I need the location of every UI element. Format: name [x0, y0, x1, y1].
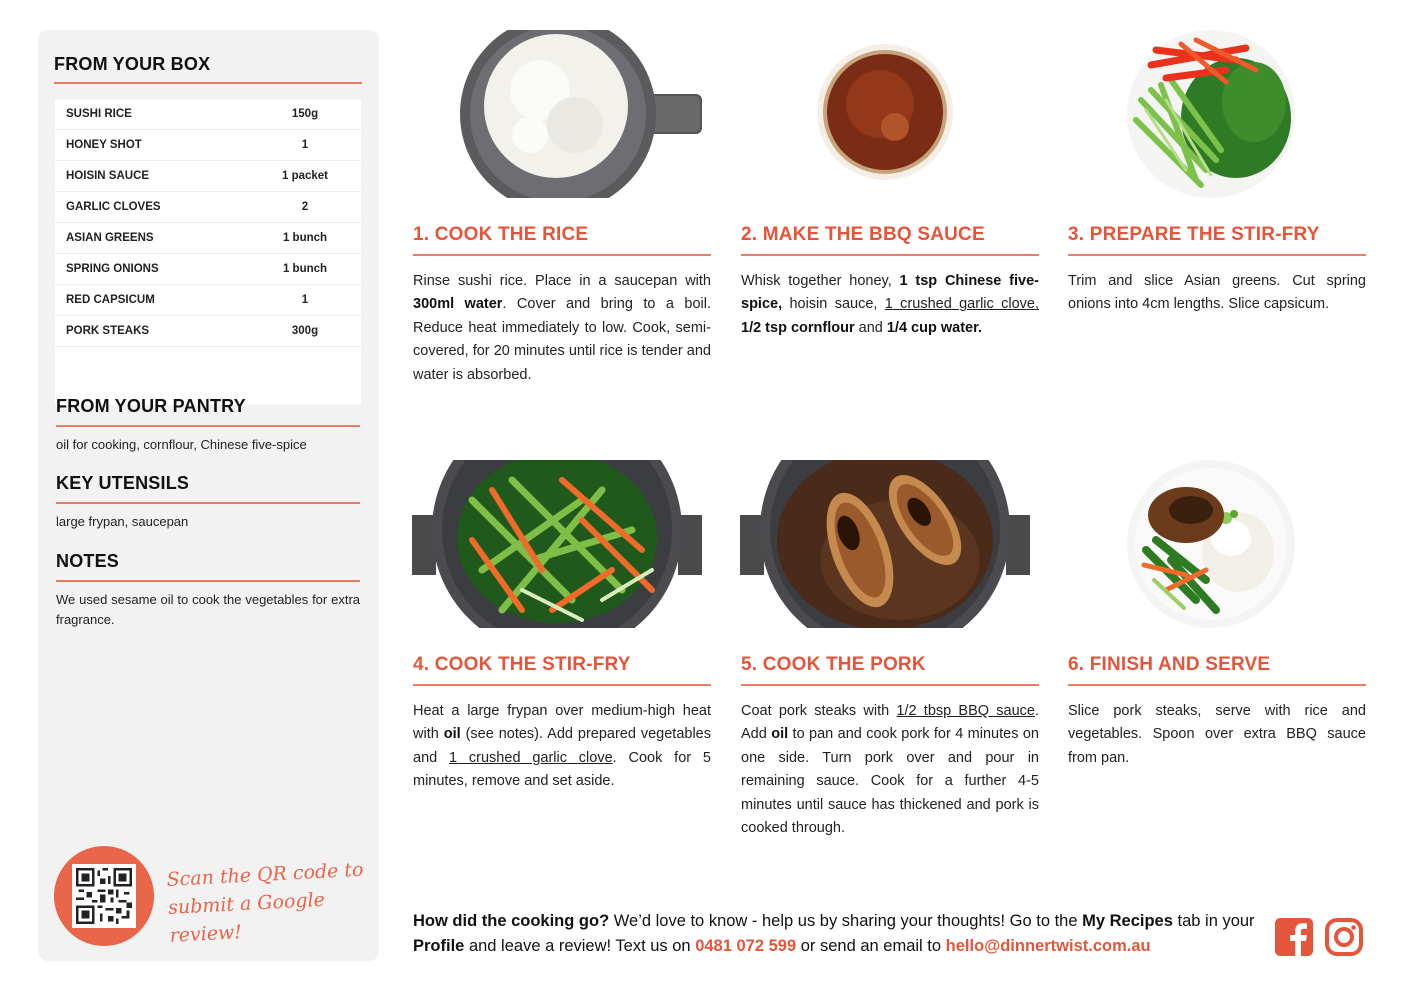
divider [413, 684, 711, 686]
step-6-text: Slice pork steaks, serve with rice and vegetables. Spoon over extra BBQ sauce from pan. [1068, 703, 1366, 766]
divider [741, 254, 1039, 256]
divider [56, 425, 360, 427]
divider [1068, 684, 1366, 686]
rice-saucepan-photo [460, 30, 702, 198]
step-3-text: Trim and slice Asian greens. Cut spring onions into 4cm lengths. Slice capsicum. [1068, 273, 1366, 313]
divider [56, 580, 360, 582]
utensils-section [56, 473, 360, 532]
ingredient-qty: 1 [301, 294, 309, 306]
text-underline: 1 crushed garlic clove, [884, 296, 1039, 313]
divider [56, 502, 360, 504]
text: (see notes). Add prepared vegetables and [413, 726, 711, 766]
ingredient-qty: 300g [291, 325, 319, 337]
qr-code-badge[interactable] [54, 846, 154, 946]
qr-code[interactable] [72, 864, 136, 928]
text: . Cook for 5 minutes, remove and set aside. [413, 749, 711, 790]
text: tab in your [1172, 912, 1255, 930]
step-2-text [741, 270, 1039, 340]
ingredient-qty: 150g [291, 108, 319, 120]
scan-line-2: submit a Google review! [167, 888, 326, 947]
pantry-section [56, 396, 360, 455]
pantry-title: FROM YOUR PANTRY [56, 396, 246, 416]
ingredients-table [55, 99, 361, 405]
divider [1068, 254, 1366, 256]
email-link[interactable]: hello@dinnertwist.com.au [945, 937, 1151, 955]
served-plate-photo [1126, 460, 1296, 628]
ingredient-qty: 2 [301, 201, 309, 213]
ingredient-qty: 1 bunch [282, 263, 328, 275]
ingredient-name: ASIAN GREENS [66, 232, 154, 244]
text: We’d love to know - help us by sharing your thoughts! Go to the [609, 912, 1083, 930]
ingredient-qty: 1 [301, 139, 309, 151]
text-bold: 300ml water [413, 296, 503, 313]
text-bold: 1/2 tsp cornflour [741, 319, 855, 336]
step-3 [1068, 224, 1366, 317]
profile-label: Profile [413, 937, 465, 955]
ingredient-row [55, 316, 361, 347]
ingredient-row [55, 223, 361, 254]
ingredient-name: RED CAPSICUM [66, 294, 155, 306]
sidebar [38, 30, 379, 961]
ingredient-row [55, 99, 361, 130]
ingredient-name: SPRING ONIONS [66, 263, 159, 275]
ingredient-qty: 1 bunch [282, 232, 328, 244]
bbq-sauce-bowl-photo [815, 42, 955, 182]
text: Rinse sushi rice. Place in a saucepan with [413, 273, 711, 289]
utensils-text: large frypan, saucepan [56, 514, 189, 529]
stir-fry-pan-photo [412, 460, 702, 628]
scan-line-1: Scan the QR code to [166, 858, 364, 891]
text: Heat a large frypan over medium-high heat with [413, 703, 711, 743]
step-2-title: 2. MAKE THE BBQ SAUCE [741, 224, 985, 245]
text-bold: oil [443, 726, 461, 743]
step-5-title: 5. COOK THE PORK [741, 654, 926, 675]
phone-number-link[interactable]: 0481 072 599 [695, 937, 797, 955]
text-bold: 1 tsp Chinese five-spice, [741, 273, 1039, 313]
notes-section [56, 551, 360, 630]
divider [54, 82, 362, 84]
pork-in-pan-photo [740, 460, 1030, 628]
step-4 [413, 654, 711, 794]
step-3-title: 3. PREPARE THE STIR-FRY [1068, 224, 1320, 245]
divider [413, 254, 711, 256]
text: Coat pork steaks with [741, 703, 897, 719]
text-underline: 1 crushed garlic clove [449, 749, 613, 766]
ingredient-row [55, 285, 361, 316]
facebook-icon[interactable] [1275, 918, 1313, 956]
text: to pan and cook pork for 4 minutes on one side. Turn pork over and pour in remaining sauce. Cook for a further 4-5 minutes until sauce has thickened and pork is cooked through. [741, 726, 1039, 837]
step-1 [413, 224, 711, 387]
step-4-title: 4. COOK THE STIR-FRY [413, 654, 631, 675]
text-bold: 1/4 cup water. [886, 319, 982, 336]
step-1-text [413, 270, 711, 387]
scan-qr-text [166, 855, 383, 950]
ingredient-row [55, 192, 361, 223]
ingredient-qty: 1 packet [281, 170, 329, 182]
ingredient-name: PORK STEAKS [66, 325, 150, 337]
qr-code-icon [76, 868, 132, 924]
step-6-title: 6. FINISH AND SERVE [1068, 654, 1271, 675]
text: or send an email to [796, 937, 946, 955]
step-5 [741, 654, 1039, 840]
review-prompt [413, 909, 1263, 959]
ingredient-name: HONEY SHOT [66, 139, 142, 151]
divider [741, 684, 1039, 686]
text-underline: 1/2 tbsp BBQ sauce [896, 703, 1035, 719]
ingredient-row [55, 254, 361, 285]
step-4-text [413, 700, 711, 794]
my-recipes-label: My Recipes [1082, 912, 1173, 930]
step-5-text [741, 700, 1039, 840]
text: hoisin sauce, [782, 296, 885, 313]
step-2 [741, 224, 1039, 340]
review-question: How did the cooking go? [413, 912, 610, 930]
text-bold: oil [771, 726, 789, 743]
ingredient-name: GARLIC CLOVES [66, 201, 161, 213]
ingredient-name: HOISIN SAUCE [66, 170, 150, 182]
ingredient-name: SUSHI RICE [66, 108, 132, 120]
ingredient-row [55, 130, 361, 161]
utensils-title: KEY UTENSILS [56, 473, 190, 493]
text: and leave a review! Text us on [464, 937, 696, 955]
step-6 [1068, 654, 1366, 770]
notes-title: NOTES [56, 551, 120, 571]
from-your-box-title: FROM YOUR BOX [54, 54, 211, 74]
chopped-vegetables-plate-photo [1126, 30, 1296, 198]
step-1-title: 1. COOK THE RICE [413, 224, 589, 245]
ingredient-row [55, 161, 361, 192]
instagram-icon[interactable] [1325, 918, 1363, 956]
text: . Add [741, 703, 1039, 743]
notes-text: We used sesame oil to cook the vegetables for extra fragrance. [56, 592, 360, 627]
text: . Cover and bring to a boil. Reduce heat immediately to low. Cook, semi-covered, for 20 minutes until rice is tender and water is absorbed. [413, 296, 711, 383]
text: Whisk together honey, [741, 273, 900, 289]
pantry-text: oil for cooking, cornflour, Chinese five-spice [56, 437, 307, 452]
text: and [854, 319, 887, 336]
